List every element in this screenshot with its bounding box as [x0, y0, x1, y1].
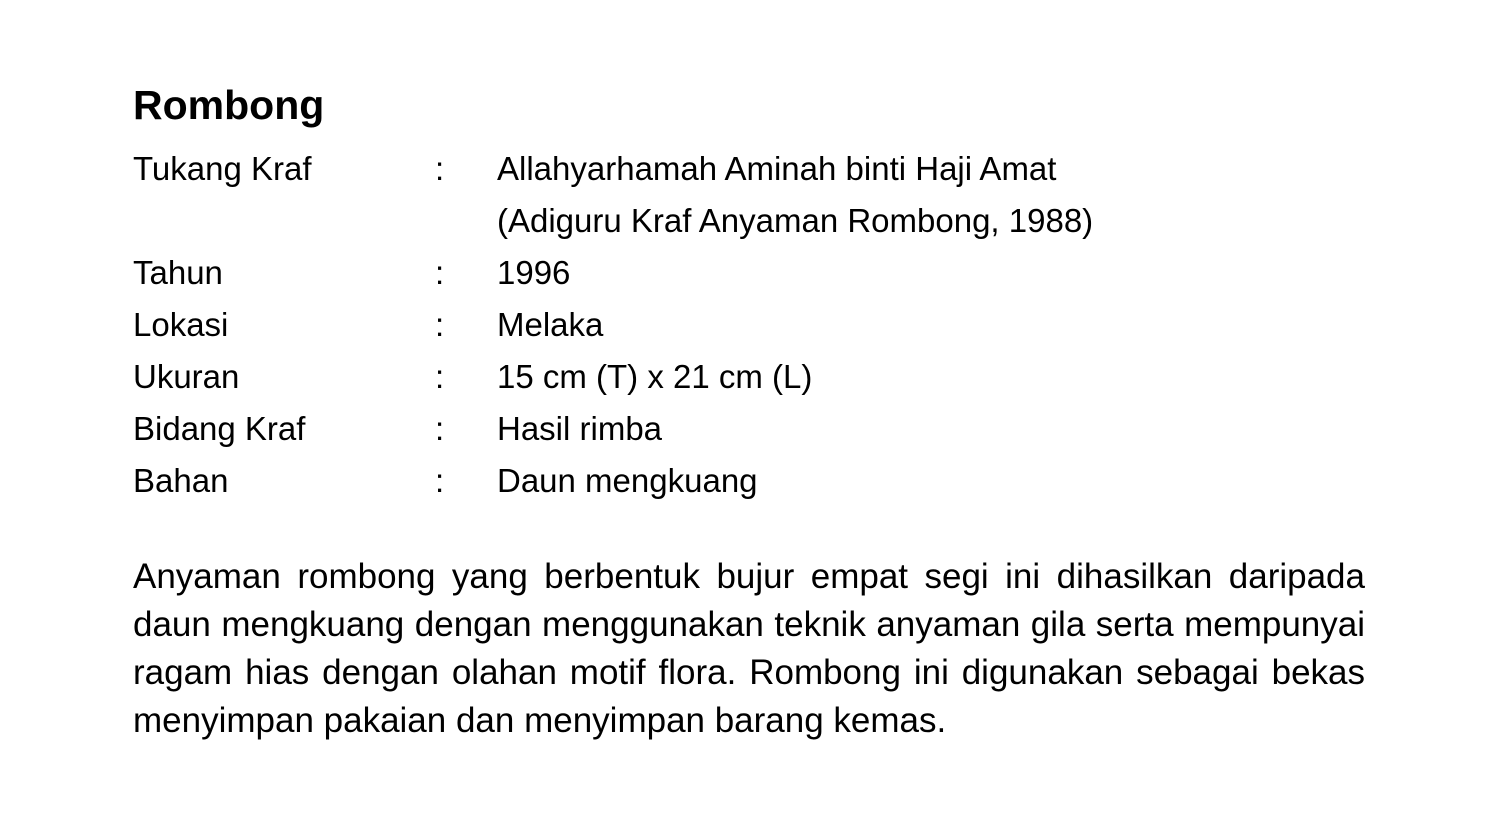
field-value: Daun mengkuang	[497, 462, 758, 499]
field-row-tukang-kraf	[133, 143, 1365, 195]
field-value-continuation: (Adiguru Kraf Anyaman Rombong, 1988)	[497, 202, 1094, 239]
field-value: 15 cm (T) x 21 cm (L)	[497, 358, 813, 395]
field-value: Allahyarhamah Aminah binti Haji Amat	[497, 150, 1057, 187]
fields-table	[133, 143, 1365, 507]
field-colon: :	[435, 254, 445, 291]
field-colon: :	[435, 410, 445, 447]
field-label: Tukang Kraf	[133, 150, 312, 187]
field-row-lokasi	[133, 299, 1365, 351]
field-value: 1996	[497, 254, 571, 291]
description-line: menyimpan pakaian dan menyimpan barang kemas.	[133, 701, 947, 740]
field-value: Hasil rimba	[497, 410, 663, 447]
field-row-ukuran	[133, 351, 1365, 403]
field-label: Lokasi	[133, 306, 229, 343]
field-colon: :	[435, 306, 445, 343]
field-value: Melaka	[497, 306, 604, 343]
field-colon: :	[435, 462, 445, 499]
description-line: Anyaman rombong yang berbentuk bujur empat segi ini dihasilkan daripada	[133, 557, 1365, 596]
field-label: Ukuran	[133, 358, 240, 395]
field-colon: :	[435, 150, 445, 187]
field-row-tahun	[133, 247, 1365, 299]
description-line: ragam hias dengan olahan motif flora. Rombong ini digunakan sebagai bekas	[133, 653, 1365, 692]
field-label: Bahan	[133, 462, 229, 499]
field-label: Bidang Kraf	[133, 410, 306, 447]
description-line: daun mengkuang dengan menggunakan teknik anyaman gila serta mempunyai	[133, 605, 1365, 644]
field-row-tukang-kraf-continuation	[133, 195, 1365, 247]
field-label: Tahun	[133, 254, 223, 291]
field-colon: :	[435, 358, 445, 395]
page-title: Rombong	[133, 82, 325, 128]
field-row-bahan	[133, 455, 1365, 507]
field-row-bidang-kraf	[133, 403, 1365, 455]
description-paragraph	[133, 553, 1365, 745]
